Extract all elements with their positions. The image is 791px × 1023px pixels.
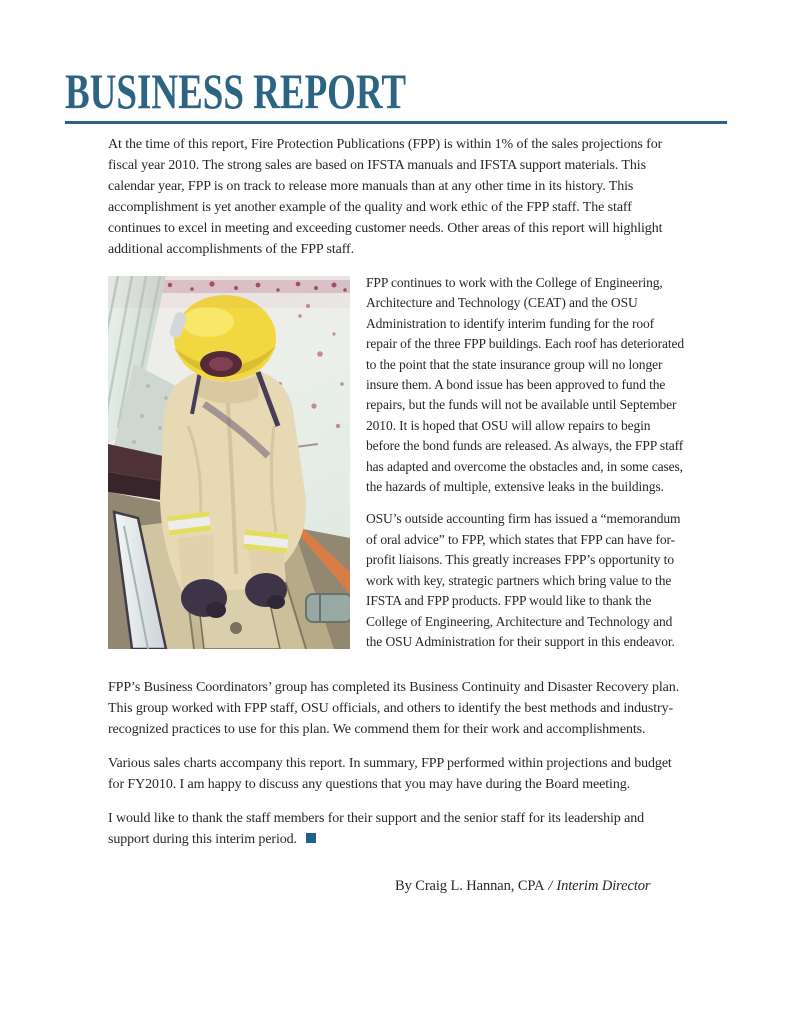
report-header [65, 63, 727, 124]
closing-paragraph [108, 808, 686, 850]
roof-funding-paragraph: FPP continues to work with the College of Engineering, Architecture and Technology (CEAT) and the OSU Administration to identify interim funding for the roof repair of the three FPP buildings. Each roof has deteriorated to the point that the state insurance group will no longer insure them. A bond issue has been approved to fund the repairs, but the funds will not be available until September 2010. It is hoped that OSU will allow repairs to begin before the bond funds are released. As always, the FPP staff has adapted and overcome the obstacles and, in some cases, the hazards of multiple, extensive leaks in the buildings. [366, 275, 685, 495]
byline [395, 876, 686, 897]
byline-separator: / [548, 878, 553, 895]
byline-author: By Craig L. Hannan, CPA [395, 878, 545, 895]
accounting-paragraph: OSU’s outside accounting firm has issued a “memorandum of oral advice” to FPP, which states that FPP can have for-profit liaisons. This greatly increases FPP’s opportunity to work with key, strategic partners which bring value to the IFSTA and FPP products. FPP would like to thank the College of Engineering, Architecture and Technology and the OSU Administration for their support in this endeavor. [366, 511, 681, 649]
photo-side-text [366, 273, 686, 664]
closing-paragraph-text: I would like to thank the staff members for their support and the senior staff for its leadership and support during this interim period. [108, 811, 645, 848]
continuity-plan-paragraph: FPP’s Business Coordinators’ group has completed its Business Continuity and Disaster Recovery plan. This group worked with FPP staff, OSU officials, and others to identify the best methods and industry-recognized practices to use for this plan. We commend them for their work and accomplishments. [108, 680, 680, 738]
title-rule [65, 121, 727, 124]
firefighter-photo [108, 276, 350, 649]
byline-role: Interim Director [556, 878, 651, 895]
photo-and-text-section [108, 273, 686, 664]
end-of-article-mark [306, 833, 316, 843]
article-body [108, 134, 686, 897]
intro-paragraph: At the time of this report, Fire Protection Publications (FPP) is within 1% of the sales projections for fiscal year 2010. The strong sales are based on IFSTA manuals and IFSTA support materials. This calendar year, FPP is on track to release more manuals than at any other time in its history. This accomplishment is yet another example of the quality and work ethic of the FPP staff. The staff continues to excel in meeting and exceeding customer needs. Other areas of this report will highlight additional accomplishments of the FPP staff. [108, 137, 663, 257]
firefighter-photo-frame [108, 276, 350, 649]
page-title: BUSINESS REPORT [65, 63, 407, 119]
sales-charts-paragraph: Various sales charts accompany this report. In summary, FPP performed within projections and budget for FY2010. I am happy to discuss any questions that you may have during the Board meeting. [108, 756, 672, 793]
